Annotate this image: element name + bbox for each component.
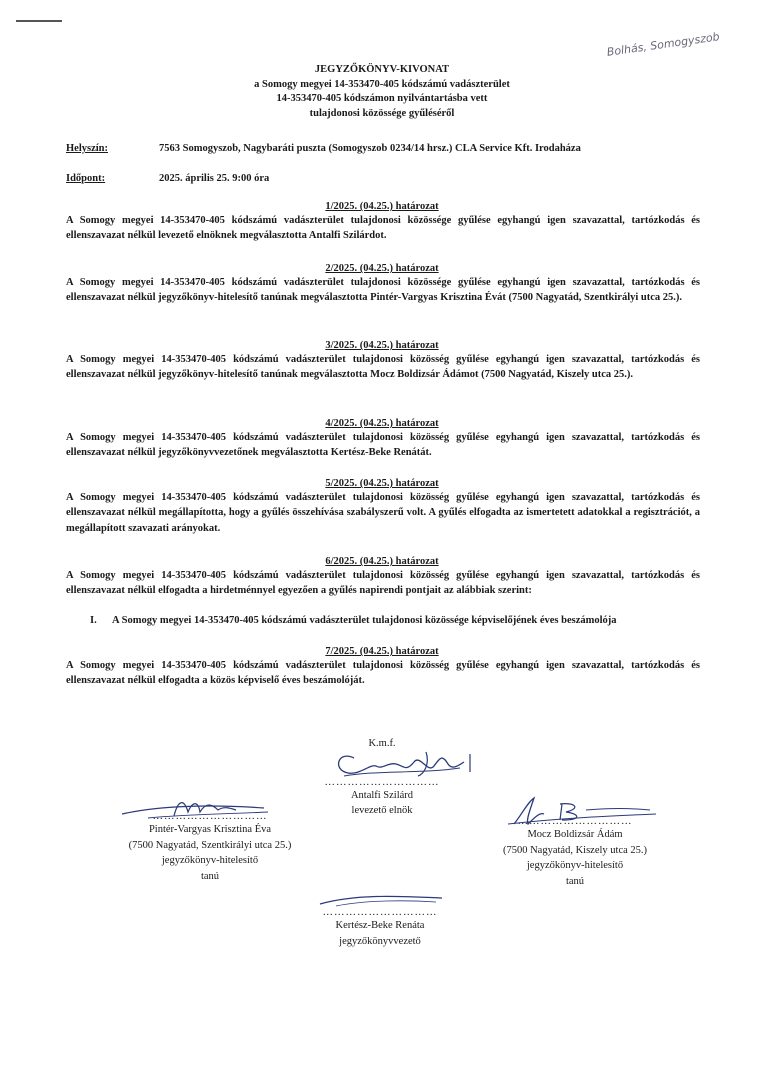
witness-2-name: Mocz Boldizsár Ádám [527,829,623,840]
resolution-3-body: A Somogy megyei 14-353470-405 kódszámú vadászterület tulajdonosi közösség gyűlése egyhangú igen szavazattal, tartózkodás és ellenszavazat nélkül jegyzőkönyv-hitelesítő tanúnak megválasztotta Mocz Boldizsár Ádámot (7500 Nagyatád, Kiszely utca 25.). [66,354,700,381]
resolution-4-body: A Somogy megyei 14-353470-405 kódszámú vadászterület tulajdonosi közösség gyűlése egyhangú igen szavazattal, tartózkodás és ellenszavazat nélkül jegyzőkönyvvezetőnek megválasztotta Kertész-Beke Renátát. [66,432,700,459]
location-label: Helyszín: [66,143,108,154]
witness-1-role: jegyzőkönyv-hitelesítő [161,855,259,866]
handwritten-note: Bolhás, Somogyszob [606,30,721,59]
resolution-1-body: A Somogy megyei 14-353470-405 kódszámú vadászterület tulajdonosi közössége gyűlése egyhangú igen szavazattal, tartózkodás és ellenszavazat nélkül levezető elnöknek megválasztotta Antalfi Szilárdot. [66,215,700,242]
kmf-label: K.m.f. [368,738,396,749]
resolution-3-title: 3/2025. (04.25.) határozat [325,340,439,351]
resolution-7-title: 7/2025. (04.25.) határozat [325,646,439,657]
resolution-4-title: 4/2025. (04.25.) határozat [325,418,439,429]
resolution-2-body: A Somogy megyei 14-353470-405 kódszámú vadászterület tulajdonosi közössége gyűlése egyhangú igen szavazattal, tartózkodás és ellenszavazat nélkül jegyzőkönyv-hitelesítő tanúnak megválasztotta Pintér-Vargyas Krisztina Évát (7500 Nagyatád, Szentkirályi utca 25.). [66,277,700,304]
title-line-2: a Somogy megyei 14-353470-405 kódszámú vadászterület [254,78,510,90]
witness-1-role-2: tanú [200,870,220,882]
agenda-item-number: I. [90,615,97,626]
agenda-item-text: A Somogy megyei 14-353470-405 kódszámú vadászterület tulajdonosi közössége képviselőjének éves beszámolója [112,615,617,626]
recorder-name: Kertész-Beke Renáta [335,920,425,931]
resolution-5-body: A Somogy megyei 14-353470-405 kódszámú vadászterület tulajdonosi közösség gyűlése egyhangú igen szavazattal, tartózkodás és ellenszavazat nélkül megállapította, hogy a gyűlés összehívása szabályszerű volt. A gyűlés elfogadta az ismertetett adatokkal a regisztrációt, a megállapított szavazati arányokat. [66,492,700,534]
witness-2-role: jegyzőkönyv-hitelesítő [526,860,624,871]
chair-signature-line: ………………………… [324,776,440,788]
resolution-5-title: 5/2025. (04.25.) határozat [325,478,439,489]
witness-2-signature-image [500,794,660,830]
resolution-2-title: 2/2025. (04.25.) határozat [325,263,439,274]
resolution-1-title: 1/2025. (04.25.) határozat [325,201,439,212]
document-title [0,63,764,121]
chair-signature-image [330,740,480,782]
witness-2-address: (7500 Nagyatád, Kiszely utca 25.) [502,844,648,856]
title-line-4: tulajdonosi közössége gyűléséről [309,107,455,119]
witness-1-signature-image [118,796,268,824]
witness-2-signature-line: ………………………… [517,816,633,827]
time-value: 2025. április 25. 9:00 óra [159,173,270,184]
chair-role: levezető elnök [351,805,413,816]
title-line-3: 14-353470-405 kódszámon nyilvántartásba vett [276,93,488,104]
resolution-7-body: A Somogy megyei 14-353470-405 kódszámú vadászterület tulajdonosi közösség gyűlése egyhangú igen szavazattal, tartózkodás és ellenszavazat nélkül elfogadta a közös képviselő éves beszámolóját. [66,660,700,687]
location-value: 7563 Somogyszob, Nagybaráti puszta (Somogyszob 0234/14 hrsz.) CLA Service Kft. Irodaháza [159,143,581,154]
time-label: Időpont: [66,173,106,184]
recorder-signature-line: ………………………… [322,907,438,918]
resolution-6-body: A Somogy megyei 14-353470-405 kódszámú vadászterület tulajdonosi közösség gyűlése egyhangú igen szavazattal, tartózkodás és ellenszavazat nélkül elfogadta a hirdetménnyel egyezően a gyűlés napirendi pontjait az alábbiak szerint: [66,570,700,597]
witness-2-role-2: tanú [565,875,585,887]
recorder-signature-block [290,908,470,949]
chair-name: Antalfi Szilárd [350,789,414,801]
witness-1-signature-line: ………………………… [152,811,268,822]
title-line-1: JEGYZŐKÖNYV-KIVONAT [314,64,450,75]
resolution-6-title: 6/2025. (04.25.) határozat [325,556,439,567]
agenda-item-1 [90,615,617,626]
witness-1-name: Pintér-Vargyas Krisztina Éva [148,824,272,835]
scan-edge-mark [16,20,62,22]
recorder-role: jegyzőkönyvvezető [339,935,421,947]
witness-1-address: (7500 Nagyatád, Szentkirályi utca 25.) [128,839,292,851]
recorder-signature-image [316,888,446,910]
